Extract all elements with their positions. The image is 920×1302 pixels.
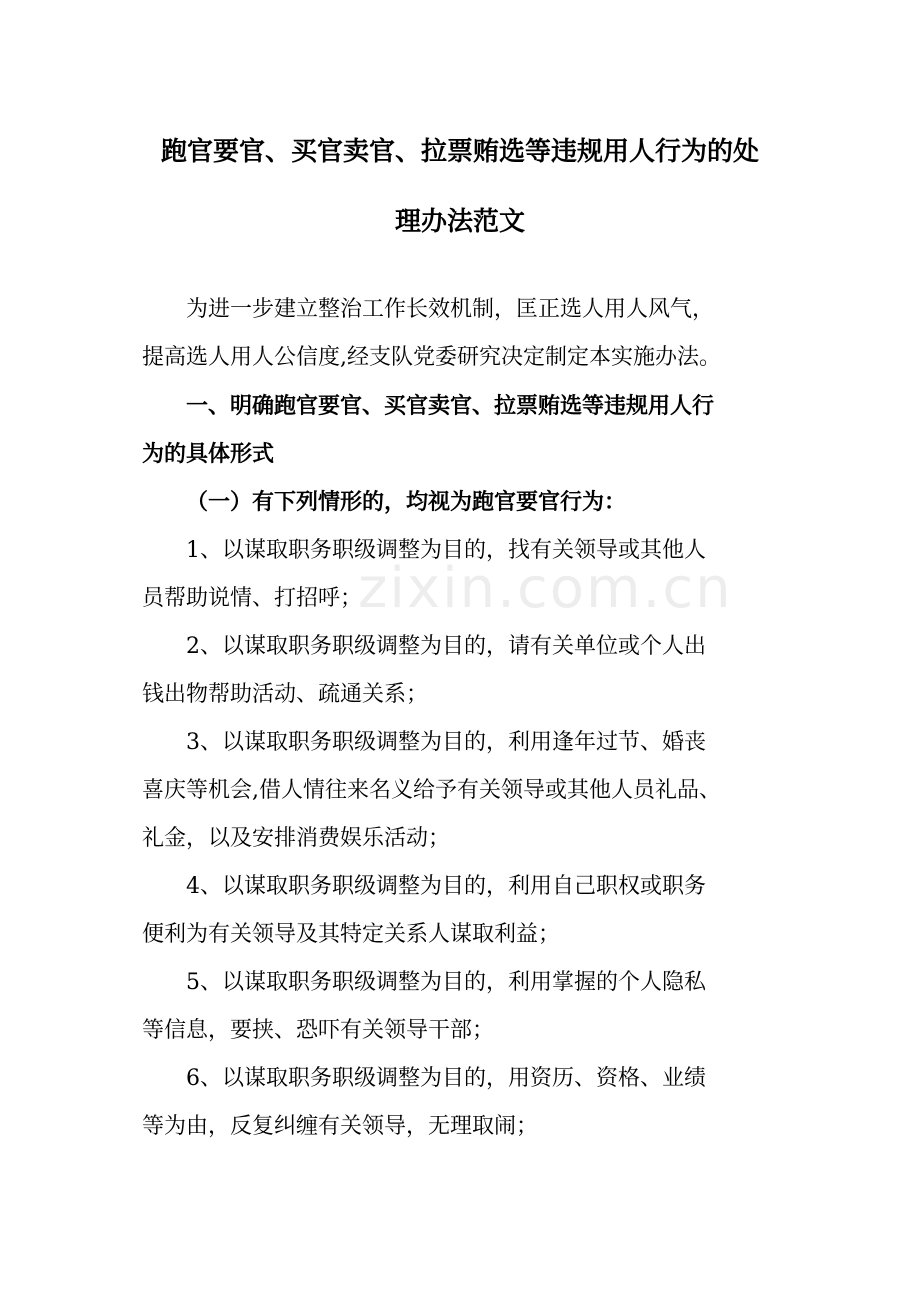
item-3-line-2: 喜庆等机会,借人情往来名义给予有关领导或其他人员礼品、 [142, 778, 721, 803]
item-5-line-2: 等信息，要挟、恐吓有关领导干部； [142, 1018, 495, 1043]
item-6-line-1: 6、以谋取职务职级调整为目的，用资历、资格、业绩 [186, 1066, 706, 1091]
item-6-line-2: 等为由，反复纠缠有关领导，无理取闹； [142, 1114, 539, 1139]
item-3-line-1: 3、以谋取职务职级调整为目的，利用逢年过节、婚丧 [186, 730, 706, 755]
item-2-line-2: 钱出物帮助活动、疏通关系； [142, 682, 429, 707]
intro-paragraph-line-1: 为进一步建立整治工作长效机制，匡正选人用人风气， [186, 297, 715, 322]
item-1-line-1: 1、以谋取职务职级调整为目的，找有关领导或其他人 [186, 538, 706, 563]
intro-paragraph-line-2: 提高选人用人公信度,经支队党委研究决定制定本实施办法。 [142, 345, 721, 370]
item-1-line-2: 员帮助说情、打招呼； [142, 586, 363, 611]
subsection-heading: （一）有下列情形的，均视为跑官要官行为： [186, 490, 627, 515]
section-heading-line-1: 一、明确跑官要官、买官卖官、拉票贿选等违规用人行 [186, 394, 715, 419]
item-2-line-1: 2、以谋取职务职级调整为目的，请有关单位或个人出 [186, 634, 706, 659]
document-title-line-1: 跑官要官、买官卖官、拉票贿选等违规用人行为的处 [160, 137, 759, 167]
item-4-line-2: 便利为有关领导及其特定关系人谋取利益； [142, 922, 561, 947]
item-3-line-3: 礼金，以及安排消费娱乐活动； [142, 826, 451, 851]
item-5-line-1: 5、以谋取职务职级调整为目的，利用掌握的个人隐私 [186, 970, 706, 995]
item-4-line-1: 4、以谋取职务职级调整为目的，利用自己职权或职务 [186, 874, 706, 899]
watermark-text: zixin.com.cn [358, 556, 733, 621]
section-heading-line-2: 为的具体形式 [142, 442, 275, 467]
document-title-line-2: 理办法范文 [394, 207, 525, 237]
